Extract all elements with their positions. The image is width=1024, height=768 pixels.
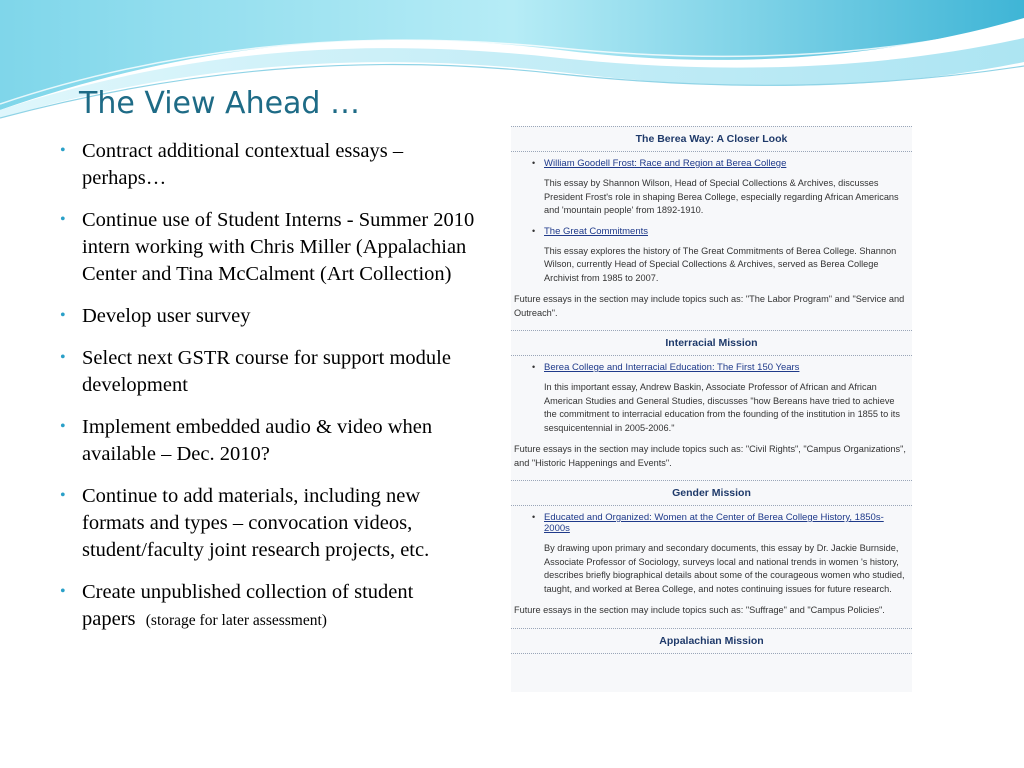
website-screenshot (511, 126, 912, 692)
future-essays-note: Future essays in the section may include topics such as: "The Labor Program" and "Service and Outreach". (514, 294, 905, 318)
bullet-item (58, 303, 478, 330)
essay-item (511, 512, 912, 596)
bullet-text: Develop user survey (82, 305, 251, 327)
bullet-item (58, 207, 478, 288)
section-heading: Appalachian Mission (511, 628, 912, 654)
bullet-list (58, 138, 478, 649)
bullet-dot-icon: • (60, 418, 66, 435)
essay-description: By drawing upon primary and secondary documents, this essay by Dr. Jackie Burnside, Associate Professor of Sociology, surveys local and national trends in women 's history, describes briefly biographical details about some of the courageous women who studied, taught, and worked at Berea College, and notes continuing issues for future research. (544, 543, 905, 594)
bullet-dot-icon: • (60, 487, 66, 504)
bullet-item (58, 138, 478, 192)
bullet-item (58, 483, 478, 564)
bullet-dot-icon: • (60, 583, 66, 600)
essay-description: In this important essay, Andrew Baskin, Associate Professor of African and African American Studies and General Studies, discusses "how Bereans have tried to achieve the commitment to interracial education from the founding of the institution in 1855 to its sesquicentennial in 2005-2006." (544, 382, 900, 433)
essay-item (511, 362, 912, 435)
bullet-item (58, 345, 478, 399)
list-bullet-icon: • (532, 512, 536, 522)
list-bullet-icon: • (532, 158, 536, 168)
bullet-item (58, 579, 478, 634)
section-heading: The Berea Way: A Closer Look (511, 126, 912, 152)
essay-link[interactable]: Educated and Organized: Women at the Center of Berea College History, 1850s-2000s (544, 512, 884, 534)
bullet-note: (storage for later assessment) (145, 612, 327, 629)
section-gender-mission (511, 480, 912, 628)
list-bullet-icon: • (532, 225, 536, 236)
essay-description: This essay by Shannon Wilson, Head of Special Collections & Archives, discusses President Frost's role in shaping Berea College, especially regarding African Americans and 'mountain people' from 1892-1910. (544, 178, 899, 215)
bullet-item (58, 414, 478, 468)
section-interracial-mission (511, 330, 912, 480)
section-heading: Gender Mission (511, 480, 912, 506)
bullet-dot-icon: • (60, 211, 66, 228)
bullet-dot-icon: • (60, 349, 66, 366)
essay-link[interactable]: Berea College and Interracial Education: The First 150 Years (544, 362, 800, 373)
essay-item (511, 158, 912, 218)
future-essays-note: Future essays in the section may include topics such as: "Civil Rights", "Campus Organizations", and "Historic Happenings and Events". (514, 444, 906, 468)
bullet-text: Implement embedded audio & video when available – Dec. 2010? (82, 416, 433, 465)
bullet-text: Contract additional contextual essays – perhaps… (82, 140, 404, 189)
essay-item (511, 226, 912, 286)
essay-link[interactable]: William Goodell Frost: Race and Region at Berea College (544, 158, 787, 169)
slide-title: The View Ahead … (79, 86, 361, 121)
bullet-dot-icon: • (60, 142, 66, 159)
bullet-text: Create unpublished collection of student papers (82, 581, 414, 630)
bullet-text: Continue to add materials, including new formats and types – convocation videos, student/faculty joint research projects, etc. (82, 485, 430, 561)
bullet-text: Continue use of Student Interns - Summer 2010 intern working with Chris Miller (Appalachian Center and Tina McCalment (Art Collection) (82, 209, 475, 285)
section-appalachian-mission (511, 628, 912, 654)
list-bullet-icon: • (532, 362, 536, 372)
bullet-text: Select next GSTR course for support module development (82, 347, 451, 396)
bullet-dot-icon: • (60, 307, 66, 324)
essay-link[interactable]: The Great Commitments (544, 225, 648, 237)
section-heading: Interracial Mission (511, 330, 912, 356)
future-essays-note: Future essays in the section may include topics such as: "Suffrage" and "Campus Policies". (514, 605, 885, 615)
section-berea-way (511, 126, 912, 330)
essay-description: This essay explores the history of The Great Commitments of Berea College. Shannon Wilson, currently Head of Special Collections & Archives, served as Berea College Archivist from 1985 to 2007. (544, 245, 897, 283)
